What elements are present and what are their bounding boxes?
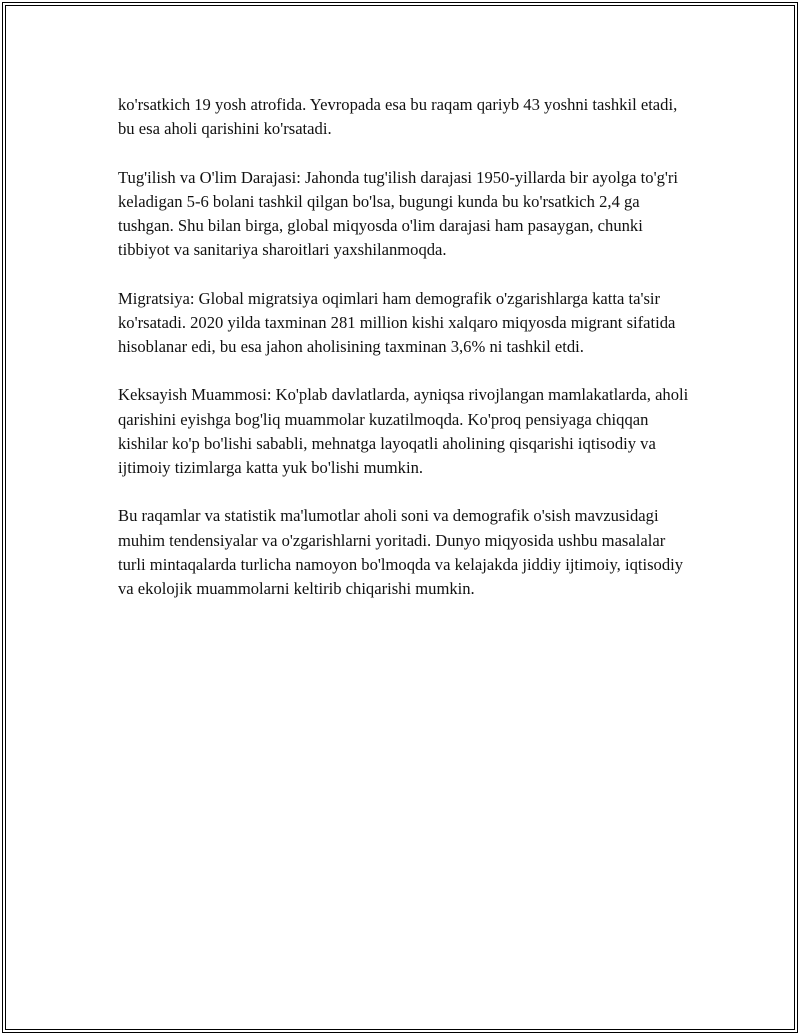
- paragraph-age-continuation: ko'rsatkich 19 yosh atrofida. Yevropada esa bu raqam qariyb 43 yoshni tashkil etadi, bu esa aholi qarishini ko'rsatadi.: [118, 95, 678, 139]
- paragraph-conclusion: Bu raqamlar va statistik ma'lumotlar aholi soni va demografik o'sish mavzusidagi muhim tendensiyalar va o'zgarishlarni yoritadi. Dunyo miqyosida ushbu masalalar turli mintaqalarda turlicha namoyon bo'lmoqda va kelajakda jiddiy ijtimoiy, iqtisodiy va ekolojik muammolarni keltirib chiqarishi mumkin.: [118, 506, 684, 598]
- paragraph-migration: Migratsiya: Global migratsiya oqimlari ham demografik o'zgarishlarga katta ta'sir ko'rsatadi. 2020 yilda taxminan 281 million kishi xalqaro miqyosda migrant sifatida hisoblanar edi, bu esa jahon aholisining taxminan 3,6% ni tashkil etdi.: [118, 288, 676, 356]
- document-body: [118, 93, 693, 625]
- paragraph-birth-death-rates: Tug'ilish va O'lim Darajasi: Jahonda tug'ilish darajasi 1950-yillarda bir ayolga to'g'ri keladigan 5-6 bolani tashkil qilgan bo'lsa, bugungi kunda bu ko'rsatkich 2,4 ga tushgan. Shu bilan birga, global miqyosda o'lim darajasi ham pasaygan, chunki tibbiyot va sanitariya sharoitlari yaxshilanmoqda.: [118, 167, 678, 260]
- paragraph-aging-problem: Keksayish Muammosi: Ko'plab davlatlarda, ayniqsa rivojlangan mamlakatlarda, aholi qarishini eyishga bog'liq muammolar kuzatilmoqda. Ko'proq pensiyaga chiqqan kishilar ko'p bo'lishi sababli, mehnatga layoqatli aholining qisqarishi iqtisodiy va ijtimoiy tizimlarga katta yuk bo'lishi mumkin.: [118, 385, 689, 477]
